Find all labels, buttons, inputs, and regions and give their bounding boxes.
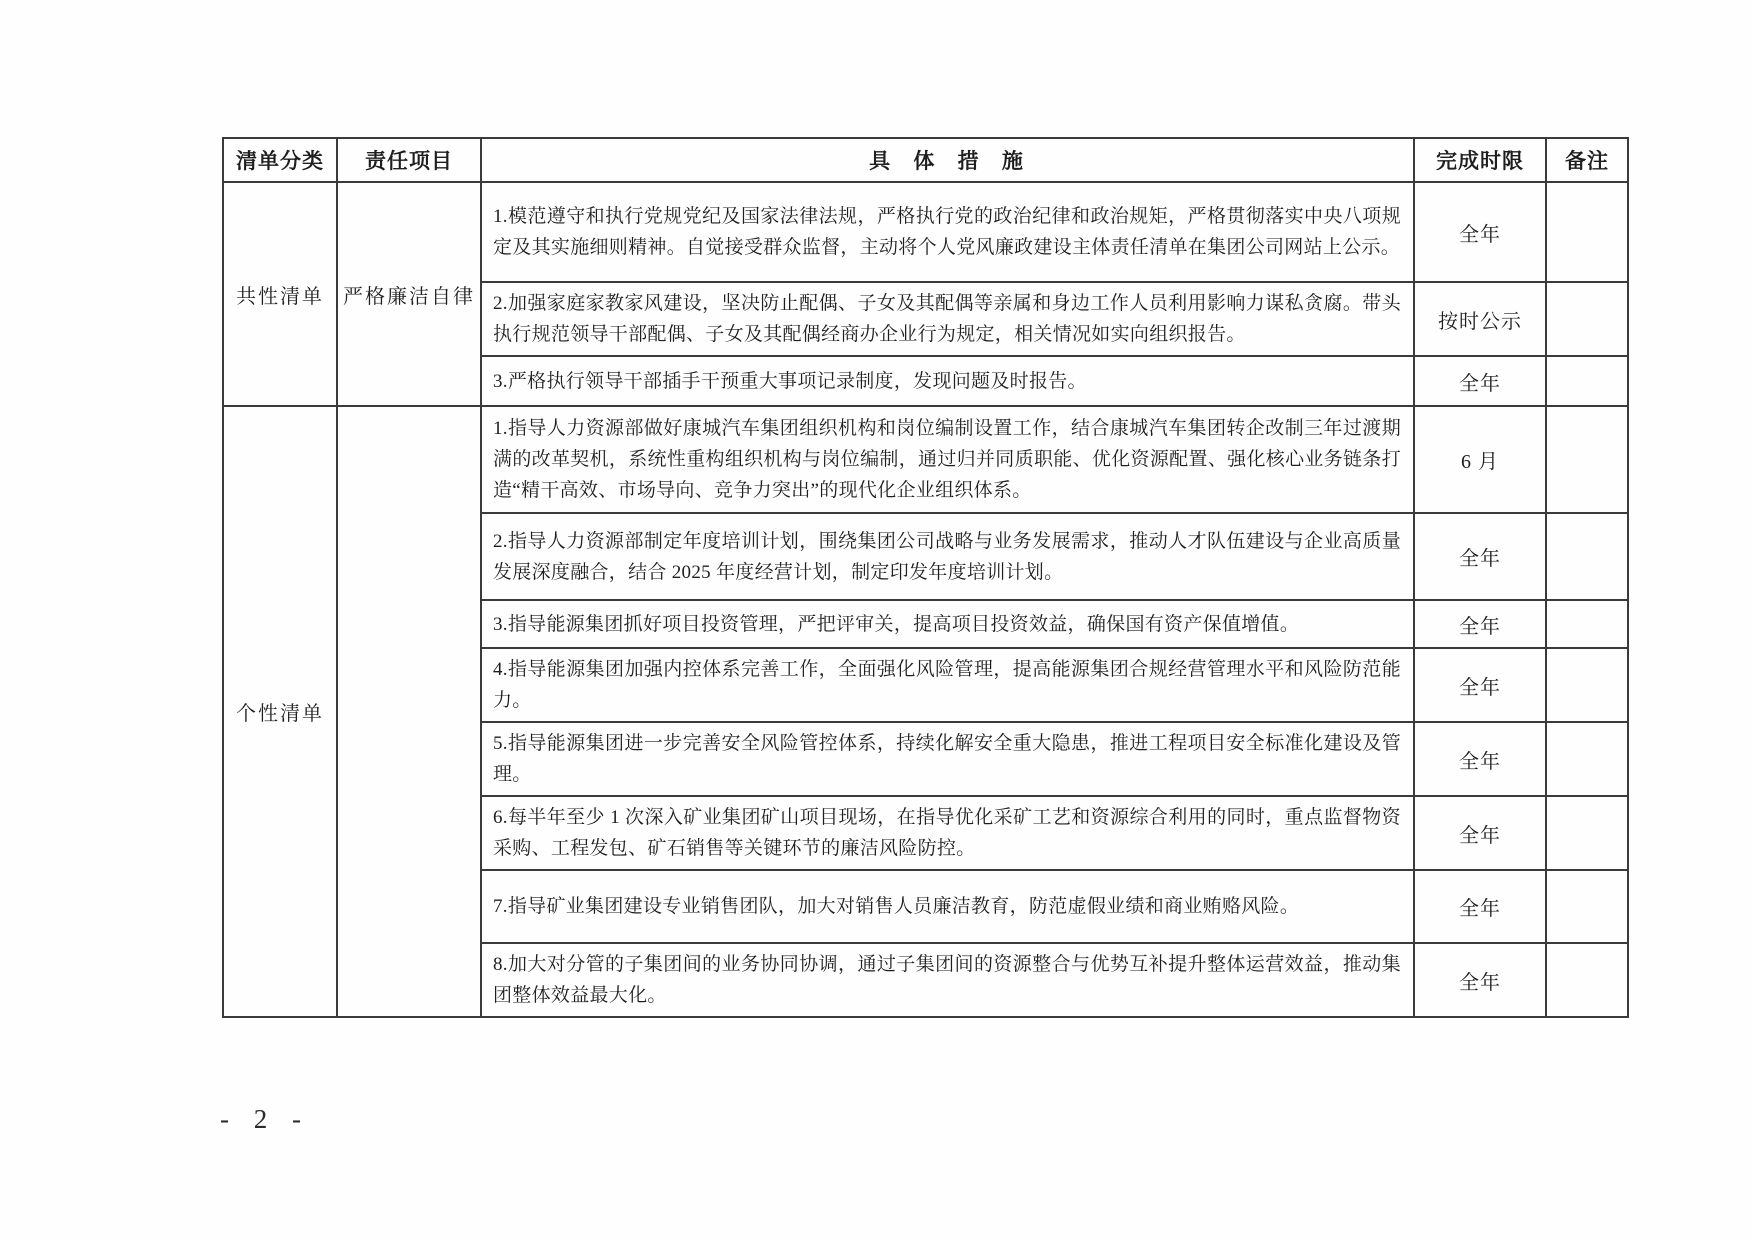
measure-cell: 3.指导能源集团抓好项目投资管理，严把评审关，提高项目投资效益，确保国有资产保值增值。 (481, 600, 1414, 648)
remark-cell (1546, 648, 1628, 722)
remark-cell (1546, 600, 1628, 648)
measure-cell: 7.指导矿业集团建设专业销售团队，加大对销售人员廉洁教育，防范虚假业绩和商业贿赂风险。 (481, 870, 1414, 943)
table-row (223, 406, 1628, 513)
category-cell-common: 共性清单 (223, 182, 337, 406)
deadline-cell: 全年 (1414, 600, 1546, 648)
responsibility-list-table (222, 137, 1629, 1018)
responsibility-cell-individual (337, 406, 481, 1017)
deadline-cell: 全年 (1414, 722, 1546, 796)
measure-cell: 1.模范遵守和执行党规党纪及国家法律法规，严格执行党的政治纪律和政治规矩，严格贯彻落实中央八项规定及其实施细则精神。自觉接受群众监督，主动将个人党风廉政建设主体责任清单在集团公司网站上公示。 (481, 182, 1414, 282)
header-responsibility: 责任项目 (337, 138, 481, 182)
header-deadline: 完成时限 (1414, 138, 1546, 182)
remark-cell (1546, 406, 1628, 513)
remark-cell (1546, 796, 1628, 870)
remark-cell (1546, 356, 1628, 406)
deadline-cell: 全年 (1414, 356, 1546, 406)
measure-cell: 2.加强家庭家教家风建设，坚决防止配偶、子女及其配偶等亲属和身边工作人员利用影响力谋私贪腐。带头执行规范领导干部配偶、子女及其配偶经商办企业行为规定，相关情况如实向组织报告。 (481, 282, 1414, 356)
page-number: - 2 - (220, 1104, 310, 1134)
deadline-cell: 6 月 (1414, 406, 1546, 513)
deadline-cell: 全年 (1414, 943, 1546, 1017)
header-category: 清单分类 (223, 138, 337, 182)
measure-cell: 2.指导人力资源部制定年度培训计划，围绕集团公司战略与业务发展需求，推动人才队伍建设与企业高质量发展深度融合，结合 2025 年度经营计划，制定印发年度培训计划。 (481, 513, 1414, 600)
header-measures: 具 体 措 施 (481, 138, 1414, 182)
deadline-cell: 全年 (1414, 513, 1546, 600)
remark-cell (1546, 513, 1628, 600)
remark-cell (1546, 722, 1628, 796)
remark-cell (1546, 182, 1628, 282)
measure-cell: 3.严格执行领导干部插手干预重大事项记录制度，发现问题及时报告。 (481, 356, 1414, 406)
responsibility-cell-common: 严格廉洁自律 (337, 182, 481, 406)
table-row (223, 182, 1628, 282)
header-remark: 备注 (1546, 138, 1628, 182)
measure-cell: 8.加大对分管的子集团间的业务协同协调，通过子集团间的资源整合与优势互补提升整体运营效益，推动集团整体效益最大化。 (481, 943, 1414, 1017)
category-cell-individual: 个性清单 (223, 406, 337, 1017)
measure-cell: 1.指导人力资源部做好康城汽车集团组织机构和岗位编制设置工作，结合康城汽车集团转企改制三年过渡期满的改革契机，系统性重构组织机构与岗位编制，通过归并同质职能、优化资源配置、强化核心业务链条打造“精干高效、市场导向、竞争力突出”的现代化企业组织体系。 (481, 406, 1414, 513)
remark-cell (1546, 943, 1628, 1017)
measure-cell: 5.指导能源集团进一步完善安全风险管控体系，持续化解安全重大隐患，推进工程项目安全标准化建设及管理。 (481, 722, 1414, 796)
remark-cell (1546, 282, 1628, 356)
deadline-cell: 按时公示 (1414, 282, 1546, 356)
remark-cell (1546, 870, 1628, 943)
deadline-cell: 全年 (1414, 182, 1546, 282)
deadline-cell: 全年 (1414, 796, 1546, 870)
measure-cell: 6.每半年至少 1 次深入矿业集团矿山项目现场，在指导优化采矿工艺和资源综合利用的同时，重点监督物资采购、工程发包、矿石销售等关键环节的廉洁风险防控。 (481, 796, 1414, 870)
deadline-cell: 全年 (1414, 870, 1546, 943)
deadline-cell: 全年 (1414, 648, 1546, 722)
measure-cell: 4.指导能源集团加强内控体系完善工作，全面强化风险管理，提高能源集团合规经营管理水平和风险防范能力。 (481, 648, 1414, 722)
table-header-row (223, 138, 1628, 182)
